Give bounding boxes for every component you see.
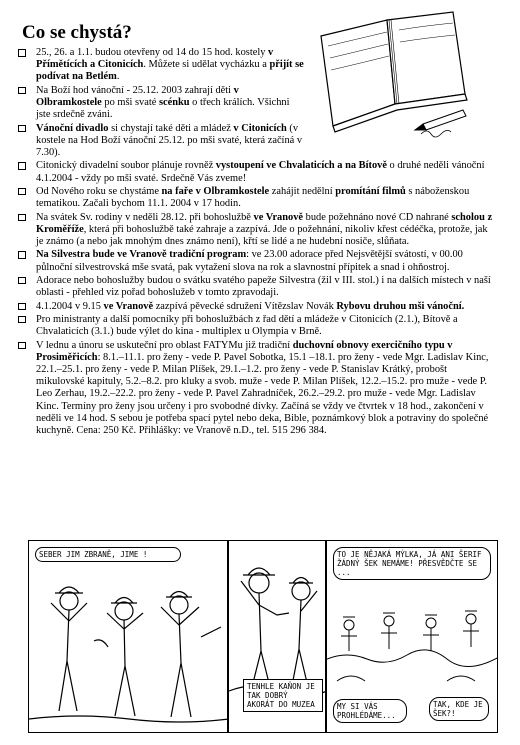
bold-text: scholou z Kroměříže <box>36 211 493 235</box>
comic-strip <box>28 540 498 733</box>
text: Na svátek Sv. rodiny v neděli 28.12. při bohoslužbě <box>36 211 254 223</box>
bold-text: na faře v Olbramkostele <box>161 185 270 197</box>
text: o třech králích. Všichni jste srdečně zváni. <box>36 97 290 121</box>
bold-text: Rybovu druhou mši vánoční. <box>336 300 465 312</box>
text: o druhé neděli vánoční 4.1.2004 - vždy po mši svaté. Srdečně Vás zveme! <box>36 160 485 184</box>
comic-bubble-1: SEBER JIM ZBRANĚ, JIME ! <box>35 547 181 562</box>
comic-bubble-5: TAK, KDE JE ŠEK?! <box>429 697 489 721</box>
text: po mši svaté <box>101 97 159 108</box>
bold-text: v Přímětících a Citonicích <box>36 47 274 71</box>
bullet-icon <box>18 316 26 324</box>
comic-panel-2 <box>228 540 326 733</box>
text: bude požehnáno nové CD nahrané <box>303 211 452 223</box>
list-item <box>18 340 496 438</box>
comic-panel-1 <box>28 540 228 733</box>
bold-text: ve Vranově <box>253 211 304 223</box>
bullet-icon <box>18 342 26 350</box>
list-item <box>18 301 496 313</box>
bullet-icon <box>18 303 26 311</box>
list-item <box>18 85 304 122</box>
bold-text: Na Silvestra bude ve Vranově tradiční program <box>36 249 247 261</box>
bold-text: přijít se podívat na Betlém <box>36 59 304 83</box>
bold-text: v Citonicích <box>233 122 287 134</box>
text: 4.1.2004 v 9.15 <box>36 300 104 312</box>
list-item <box>18 212 496 249</box>
text: : 8.1.–11.1. pro ženy - vede P. Pavel Sobotka, 15.1 –18.1. pro ženy - vede Mgr. Ladislav Kinc, 22.1.–25.1. pro ženy - vede P. Milan Plíšek, 29.1.–1.2. pro ženy - vede P. Stanislav Krátký, probošt mikulovské kapituly, 5.2.–8.2. pro kluky a svob. muže - vede P. Milan Plíšek, 12.2.–15.2. pro muže - vede P. Leo Zerhau, 19.2.–22.2. pro ženy - vede P. Pavel Zahradníček, 26.2.–29.2. pro muže - vede Mgr. Ladislav Kinc. Termíny pro ženy jsou určeny i pro svobodné dívky. Začíná se vždy ve čtvrtek v 18 hod., zakončení v neděli ve 14 hod. S sebou je potřeba spací pytel nebo deka, Bible, poznámkový blok a potraviny do společné kuchyně. Cena: 250 Kč. Přihlášky: ve Vranově n.D., tel. 515 296 384. <box>36 351 489 436</box>
bold-text: promítání filmů <box>335 185 406 197</box>
text: Od Nového roku se chystáme <box>36 185 162 197</box>
bullet-icon <box>18 214 26 222</box>
text: Citonický divadelní soubor plánuje rovněž <box>36 160 216 172</box>
text: Adorace nebo bohoslužby budou o svátku svatého papeže Silvestra (žil v III. stol.) i na dalších místech v naší oblasti - přehled viz pořad bohoslužeb v tomto zpravodaji. <box>36 274 491 299</box>
bullet-icon <box>18 87 26 95</box>
comic-bubble-4: MY SI VÁS PROHLÉDÁME... <box>333 699 407 723</box>
list-item <box>18 275 496 299</box>
bullet-icon <box>18 188 26 196</box>
text: V lednu a únoru se uskuteční pro oblast FATYMu již tradiční <box>36 339 293 351</box>
list-item <box>18 47 304 84</box>
comic-panel-3 <box>326 540 498 733</box>
text: Pro ministranty a další pomocníky při bohoslužbách z řad dětí a mládeže v Citonicích (2.1.), Bítově a Chvalaticích (3.1.) bude výlet do kina - multiplex u Olympia v Brně. <box>36 313 458 338</box>
bold-text: v Olbramkostele <box>36 84 239 108</box>
list-item <box>18 186 496 210</box>
bullet-icon <box>18 162 26 170</box>
comic-bubble-2: TENHLE KAŇON JE TAK DOBRÝ AKORÁT DO MUZEA <box>243 679 323 712</box>
page-title: Co se chystá? <box>22 22 132 43</box>
bullet-icon <box>18 277 26 285</box>
list-item <box>18 314 496 338</box>
text: Na Boží hod vánoční - 25.12. 2003 zahrají děti <box>36 84 234 96</box>
bold-text: duchovní obnovy exercičního typu v Prosiměřicích <box>36 339 453 363</box>
text: s náboženskou tematikou. Začali bychom 11.1. 2004 v 17 hodin. <box>36 185 470 210</box>
text: si chystají také děti a mládež <box>108 122 234 134</box>
text: , která při bohoslužbě také zahraje a zazpívá. Jde o požehnání, nikoliv křest cédéčka, protože, jak je známo (a nebo jak mnohým dnes známo není), křtí se lidé a ne hudební nosiče, slůňata. <box>36 223 488 247</box>
comic-panel-1-drawing <box>29 541 228 733</box>
text: . Můžete si udělat vycházku a <box>143 59 270 71</box>
text: zazpívá pěvecké sdružení Vítězslav Novák <box>153 300 337 312</box>
list-item <box>18 249 496 273</box>
bullet-icon <box>18 251 26 259</box>
comic-bubble-3: TO JE NĚJAKÁ MÝLKA, JÁ ANI ŠERIF ŽÁDNÝ ŠEK NEMÁME! PŘESVĚDČTE SE ... <box>333 547 491 580</box>
text: 25., 26. a 1.1. budou otevřeny od 14 do 15 hod. kostely <box>36 47 269 58</box>
bold-text: ve Vranově <box>103 300 154 312</box>
list-item <box>18 123 304 160</box>
text: (v kostele na Hod Boží vánoční 25.12. po mši svaté, která začíná v 7.30). <box>36 122 303 158</box>
text: : ve 23.00 adorace před Nejsvětější svátostí, v 00.00 půlnoční silvestrovská mše svatá, pak vytažení slova na rok a slavnostní přípitek a snad i ohňostroj. <box>36 249 463 273</box>
bullet-icon <box>18 49 26 57</box>
text: . <box>116 71 120 83</box>
text: zahájit nedělní <box>269 185 336 197</box>
event-list <box>18 47 496 438</box>
bold-text: Vánoční divadlo <box>36 122 109 134</box>
bold-text: vystoupení ve Chvalaticích a na Bítově <box>215 160 387 172</box>
bullet-icon <box>18 125 26 133</box>
bold-text: scénku <box>158 97 190 108</box>
list-item <box>18 160 496 184</box>
